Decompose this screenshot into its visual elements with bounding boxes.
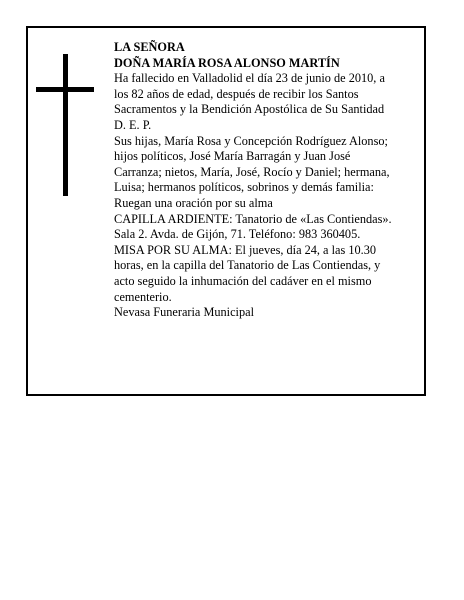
funeral-chapel-line: Sala 2. Avda. de Gijón, 71. Teléfono: 983 360405. — [114, 227, 361, 242]
family-line: Luisa; hermanos políticos, sobrinos y demás familia: — [114, 180, 374, 195]
family-line: hijos políticos, José María Barragán y Juan José — [114, 149, 351, 164]
rip-line: D. E. P. — [114, 117, 152, 132]
mass-info-line: acto seguido la inhumación del cadáver en el mismo — [114, 273, 372, 288]
mass-info-line: cementerio. — [114, 289, 172, 304]
funeral-home-line: Nevasa Funeraria Municipal — [114, 305, 254, 320]
heading-title: LA SEÑORA — [114, 40, 185, 54]
deceased-name: DOÑA MARÍA ROSA ALONSO MARTÍN — [114, 55, 340, 70]
death-notice-line: los 82 años de edad, después de recibir los Santos — [114, 86, 359, 101]
family-line: Carranza; nietos, María, José, Rocío y Daniel; hermana, — [114, 164, 390, 179]
prayer-request-line: Ruegan una oración por su alma — [114, 195, 273, 210]
cross-vertical-bar — [63, 54, 68, 196]
funeral-chapel-line: CAPILLA ARDIENTE: Tanatorio de «Las Contiendas». — [114, 211, 392, 226]
mass-info-line: MISA POR SU ALMA: El jueves, día 24, a las 10.30 — [114, 242, 376, 257]
family-line: Sus hijas, María Rosa y Concepción Rodríguez Alonso; — [114, 133, 388, 148]
mass-info-line: horas, en la capilla del Tanatorio de Las Contiendas, y — [114, 258, 381, 273]
obituary-text — [114, 40, 426, 321]
cross-icon — [36, 54, 94, 196]
death-notice-line: Sacramentos y la Bendición Apostólica de Su Santidad — [114, 102, 385, 117]
cross-horizontal-bar — [36, 87, 94, 92]
death-notice-line: Ha fallecido en Valladolid el día 23 de junio de 2010, a — [114, 71, 385, 86]
